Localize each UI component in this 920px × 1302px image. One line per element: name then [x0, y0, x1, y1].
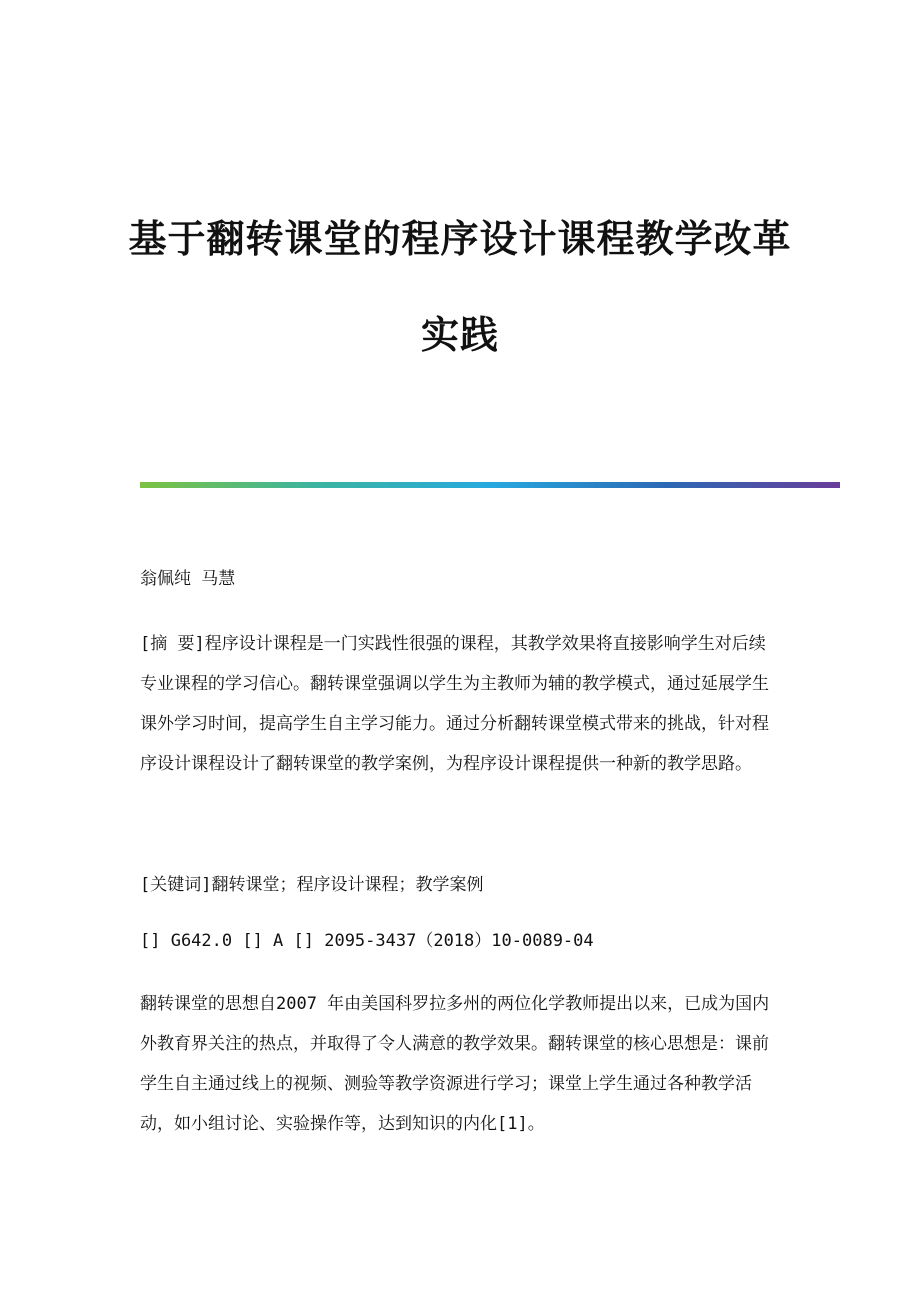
- body-paragraph: 翻转课堂的思想自2007 年由美国科罗拉多州的两位化学教师提出以来，已成为国内外教育界关注的热点，并取得了令人满意的教学效果。翻转课堂的核心思想是：课前学生自主通过线上的视频、测验等教学资源进行学习；课堂上学生通过各种教学活动，如小组讨论、实验操作等，达到知识的内化[1]。: [140, 994, 770, 1134]
- classification-line: [] G642.0 [] A [] 2095-3437（2018）10-0089-04: [140, 931, 594, 951]
- title-line-1: 基于翻转课堂的程序设计课程教学改革: [128, 216, 792, 261]
- abstract-paragraph: [摘 要]程序设计课程是一门实践性很强的课程，其教学效果将直接影响学生对后续专业课程的学习信心。翻转课堂强调以学生为主教师为辅的教学模式，通过延展学生课外学习时间，提高学生自主学习能力。通过分析翻转课堂模式带来的挑战，针对程序设计课程设计了翻转课堂的教学案例，为程序设计课程提供一种新的教学思路。: [140, 634, 769, 774]
- authors: 翁佩纯 马慧: [140, 569, 236, 589]
- gradient-divider: [140, 482, 840, 488]
- title-line-2: 实践: [420, 312, 499, 357]
- keywords-line: [关键词]翻转课堂；程序设计课程；教学案例: [140, 875, 484, 895]
